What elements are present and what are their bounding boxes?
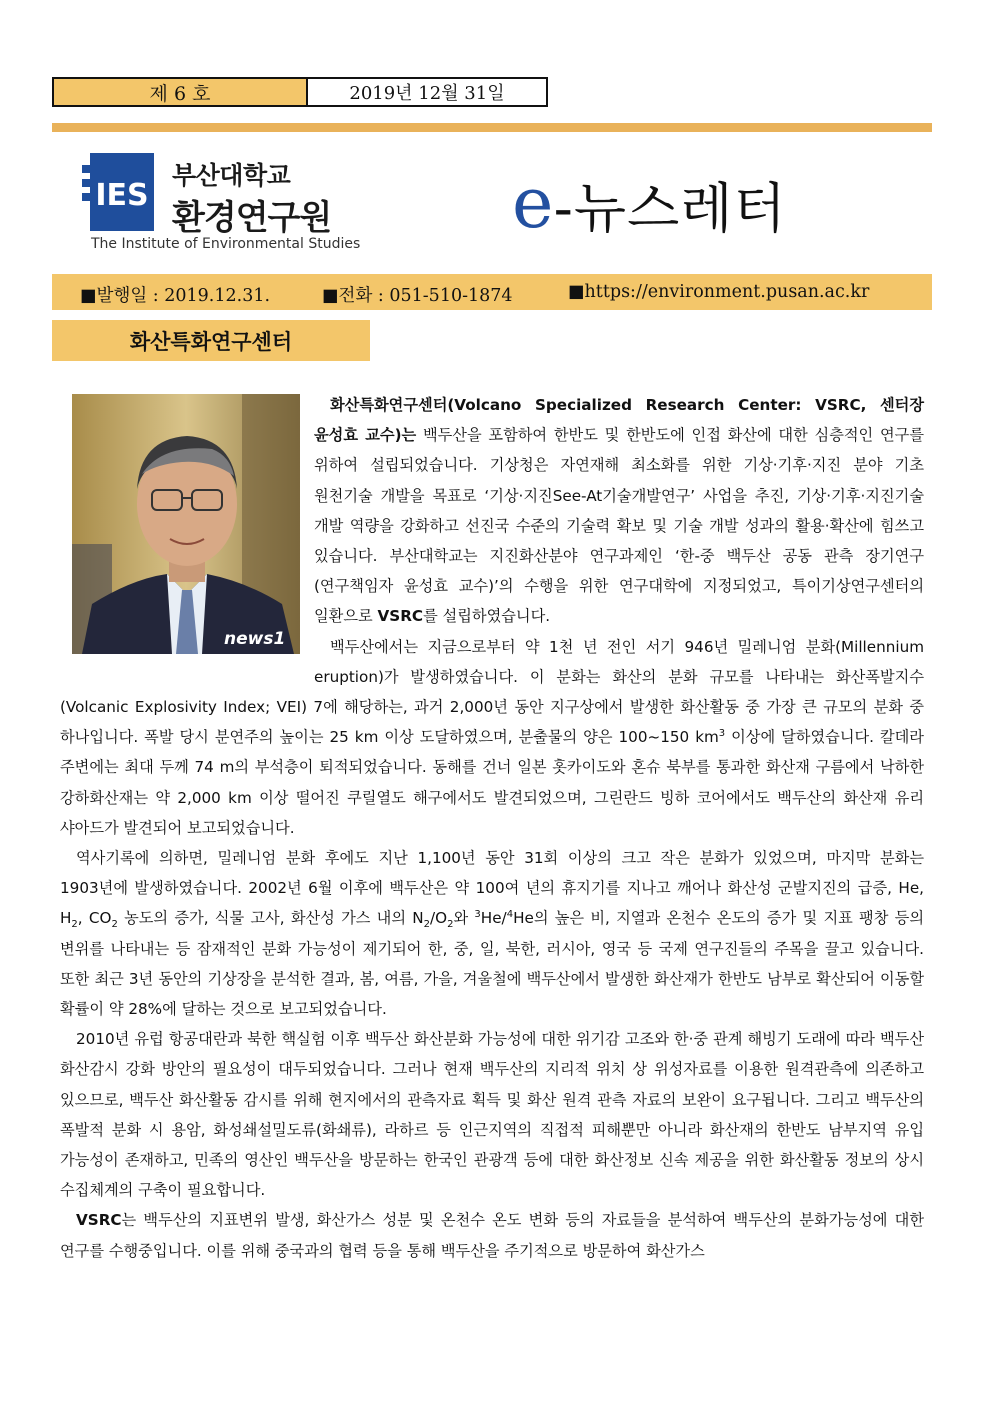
paragraph-2: 백두산에서는 지금으로부터 약 1천 년 전인 서기 946년 밀레니엄 분화(Millennium eruption)가 발생하였습니다. 이 분화는 화산의 분화 규모를 나타내는 화산폭발지수(Volcanic Explosivity Index; VEI) 7에 해당하는, 과거 2,000년 동안 지구상에서 발생한 화산활동 중 가장 큰 규모의 분화 중 하나입니다. 폭발 당시 분연주의 높이는 25 km 이상 도달하였으며, 분출물의 양은 100~150 $km^3$ 이상에 달하였습니다. 칼데라 주변에는 최대 두께 74 m의 부석층이 퇴적되었습니다. 동해를 건너 일본 홋카이도와 혼슈 북부를 통과한 화산재 구름에서 낙하한 강하화산재는 약 2,000 km 이상 떨어진 쿠릴열도 해구에서도 발견되었으며, 그린란드 빙하 코어에서도 백두산의 화산재 유리 샤아드가 발견되어 보고되었습니다. <box>60 637 924 837</box>
paragraph-5: VSRC는 백두산의 지표변위 발생, 화산가스 성분 및 온천수 온도 변화 등의 자료들을 분석하여 백두산의 분화가능성에 대한 연구를 수행중입니다. 이를 위해 중국과의 협력 등을 통해 백두산을 주기적으로 방문하여 화산가스 <box>60 1211 924 1260</box>
issue-number: 제 6 호 <box>54 79 308 105</box>
institute-logo <box>82 150 361 260</box>
info-bar <box>52 274 932 310</box>
issue-box <box>52 77 548 107</box>
logo-english-name: The Institute of Environmental Studies <box>91 236 361 252</box>
phone-number: ■전화 : 051-510-1874 <box>322 286 513 306</box>
title-rest: -뉴스레터 <box>553 177 787 240</box>
ies-logo-icon <box>82 153 162 231</box>
article-body <box>60 390 924 1266</box>
section-title: 화산특화연구센터 <box>52 320 370 361</box>
svg-text:IES: IES <box>95 178 149 213</box>
published-date: ■발행일 : 2019.12.31. <box>80 286 271 306</box>
photo-watermark: news1 <box>224 629 286 649</box>
paragraph-3: 역사기록에 의하면, 밀레니엄 분화 후에도 지난 1,100년 동안 31회 이상의 크고 작은 분화가 있었으며, 마지막 분화는 1903년에 발생하였습니다. 2002년 6월 이후에 백두산은 약 100여 년의 휴지기를 지나고 깨어나 화산성 군발지진의 급증, He, $H_2$, $CO_2$ 농도의 증가, 식물 고사, 화산성 가스 내의 $N_2/O_2$와 $^3$He/$^4$He의 높은 비, 지열과 온천수 온도의 증가 및 지표 팽창 등의 변위를 나타내는 등 잠재적인 분화 가능성이 제기되어 한, 중, 일, 북한, 러시아, 영국 등 국제 연구진들의 주목을 끌고 있습니다. 또한 최근 3년 동안의 기상장을 분석한 결과, 봄, 여름, 가을, 겨울철에 백두산에서 발생한 화산재가 한반도 남부로 확산되어 이동할 확률이 약 28%에 달하는 것으로 보고되었습니다. <box>60 849 925 1019</box>
title-e: e <box>512 162 554 244</box>
paragraph-4: 2010년 유럽 항공대란과 북한 핵실험 이후 백두산 화산분화 가능성에 대한 위기감 고조와 한·중 관계 해빙기 도래에 따라 백두산 화산감시 강화 방안의 필요성이 대두되었습니다. 그러나 현재 백두산의 지리적 위치 상 위성자료를 이용한 원격관측에 의존하고 있으므로, 백두산 화산활동 감시를 위해 현지에서의 관측자료 획득 및 화산 원격 관측 자료의 보완이 요구됩니다. 그리고 백두산의 폭발적 분화 시 용암, 화성쇄설밀도류(화쇄류), 라하르 등 인근지역의 직접적 피해뿐만 아니라 화산재의 한반도 남부지역 유입 가능성이 존재하고, 민족의 영산인 백두산을 방문하는 한국인 관광객 등에 대한 화산정보 신속 제공을 위한 화산활동 정보의 상시 수집체계의 구축이 필요합니다. <box>60 1030 924 1200</box>
logo-institute: 환경연구원 <box>172 198 332 238</box>
website-link[interactable]: ■https://environment.pusan.ac.kr <box>568 282 870 302</box>
issue-date: 2019년 12월 31일 <box>349 83 505 104</box>
logo-university: 부산대학교 <box>172 161 291 190</box>
header-divider <box>52 123 932 132</box>
newsletter-title <box>512 162 787 248</box>
paragraph-1: 화산특화연구센터(Volcano Specialized Research Center: VSRC, 센터장 윤성효 교수)는 백두산을 포함하여 한반도 및 한반도에 인접 화산에 대한 심층적인 연구를 위하여 설립되었습니다. 기상청은 자연재해 최소화를 위한 기상·기후·지진 분야 기초 원천기술 개발을 목표로 ‘기상·지진See-At기술개발연구’ 사업을 추진, 기상·기후·지진기술 개발 역량을 강화하고 선진국 수준의 기술력 확보 및 기술 개발 성과의 활용·확산에 힘쓰고 있습니다. 부산대학교는 지진화산분야 연구과제인 ‘한-중 백두산 공동 관측 장기연구(연구책임자 윤성효 교수)’의 수행을 위한 연구대학에 지정되었고, 특이기상연구센터의 일환으로 VSRC를 설립하였습니다. <box>314 396 924 626</box>
